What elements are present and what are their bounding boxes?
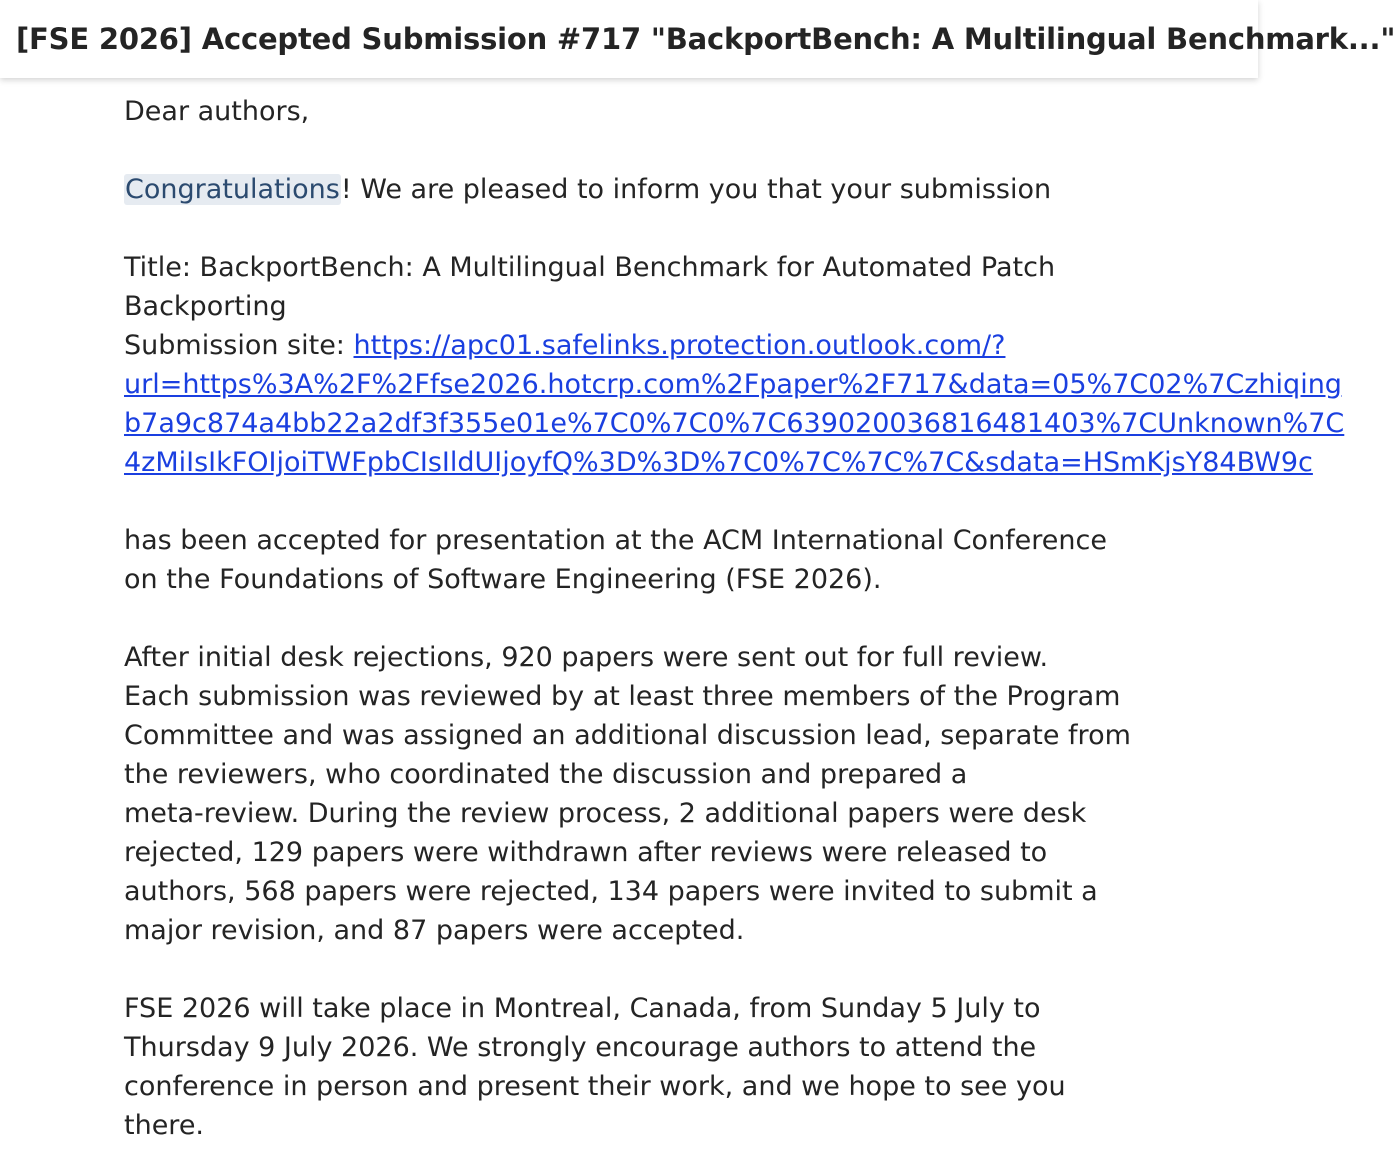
accepted-paragraph [124, 521, 1107, 599]
venue-line-3: conference in person and present their work, and we hope to see you [124, 1071, 1066, 1102]
greeting [124, 92, 1084, 131]
congrats-line [124, 170, 1084, 209]
review-line-7: authors, 568 papers were rejected, 134 papers were invited to submit a [124, 876, 1098, 907]
venue-line-2: Thursday 9 July 2026. We strongly encourage authors to attend the [124, 1032, 1037, 1063]
review-line-1: After initial desk rejections, 920 papers were sent out for full review. [124, 642, 1049, 673]
email-subject: [FSE 2026] Accepted Submission #717 "BackportBench: A Multilingual Benchmark..." [16, 22, 1395, 56]
accepted-line-1: has been accepted for presentation at the ACM International Conference [124, 525, 1107, 556]
title-line-1: Title: BackportBench: A Multilingual Benchmark for Automated Patch [124, 252, 1056, 283]
submission-info [124, 248, 1345, 482]
review-line-6: rejected, 129 papers were withdrawn after reviews were released to [124, 837, 1048, 868]
review-line-3: Committee and was assigned an additional discussion lead, separate from [124, 720, 1131, 751]
review-line-5: meta-review. During the review process, 2 additional papers were desk [124, 798, 1087, 829]
venue-paragraph [124, 989, 1084, 1145]
congrats-paragraph [124, 170, 1084, 209]
venue-line-4: there. [124, 1110, 205, 1141]
email-subject-header [0, 0, 1395, 78]
submission-link-line-3 [124, 404, 1345, 443]
submission-link-part-2[interactable]: url=https%3A%2F%2Ffse2026.hotcrp.com%2Fpaper%2F717&data=05%7C02%7Czhiqing [124, 369, 1342, 400]
submission-site-line [124, 326, 1258, 365]
review-line-4: the reviewers, who coordinated the discussion and prepared a [124, 759, 968, 790]
review-line-2: Each submission was reviewed by at least three members of the Program [124, 681, 1121, 712]
submission-site-label: Submission site: [124, 330, 354, 361]
title-line-2: Backporting [124, 291, 287, 322]
venue-line-1: FSE 2026 will take place in Montreal, Canada, from Sunday 5 July to [124, 993, 1041, 1024]
congrats-text: ! We are pleased to inform you that your submission [340, 174, 1052, 205]
submission-link-line-2 [124, 365, 1342, 404]
accepted-line-2: on the Foundations of Software Engineering (FSE 2026). [124, 564, 882, 595]
submission-link-part-1[interactable]: https://apc01.safelinks.protection.outlook.com/? [353, 330, 1006, 361]
highlighted-word[interactable]: Congratulations [125, 174, 340, 205]
email-body [124, 92, 1345, 1145]
review-line-8: major revision, and 87 papers were accepted. [124, 915, 745, 946]
submission-link-line-4 [124, 443, 1313, 482]
greeting-text: Dear authors, [124, 96, 310, 127]
submission-link-part-4[interactable]: 4zMiIsIkFOIjoiTWFpbCIsIldUIjoyfQ%3D%3D%7C0%7C%7C%7C&sdata=HSmKjsY84BW9c [124, 447, 1313, 478]
submission-link-part-3[interactable]: b7a9c874a4bb22a2df3f355e01e%7C0%7C0%7C639020036816481403%7CUnknown%7C [124, 408, 1345, 439]
review-paragraph [124, 638, 1131, 950]
